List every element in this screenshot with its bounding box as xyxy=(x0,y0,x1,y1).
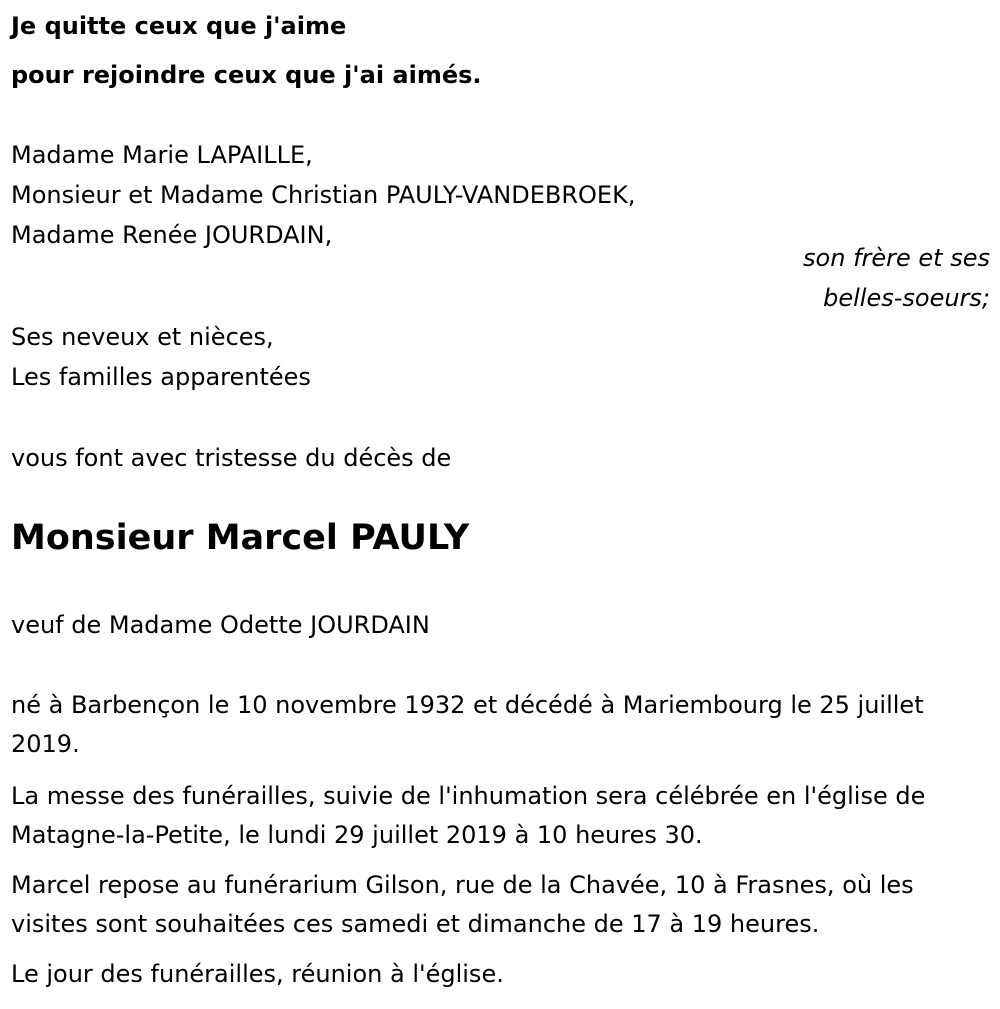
nephews-nieces: Ses neveux et nièces, xyxy=(11,323,274,351)
deceased-name: Monsieur Marcel PAULY xyxy=(11,518,470,558)
visitation-paragraph: Marcel repose au funérarium Gilson, rue de la Chavée, 10 à Frasnes, où les visites sont souhaitées ces samedi et dimanche de 17 à 19 heures. xyxy=(11,871,914,938)
related-families: Les familles apparentées xyxy=(11,363,311,391)
meeting-paragraph: Le jour des funérailles, réunion à l'église. xyxy=(11,960,504,988)
birth-death-paragraph: né à Barbençon le 10 novembre 1932 et décédé à Mariembourg le 25 juillet 2019. xyxy=(11,691,924,758)
family-member-3: Madame Renée JOURDAIN, xyxy=(11,221,333,249)
relation-line-2: belles-soeurs; xyxy=(823,284,990,312)
epigraph-line-1: Je quitte ceux que j'aime xyxy=(11,12,347,40)
relation-line-1: son frère et ses xyxy=(803,244,990,272)
family-member-1: Madame Marie LAPAILLE, xyxy=(11,141,313,169)
funeral-paragraph: La messe des funérailles, suivie de l'inhumation sera célébrée en l'église de Matagne-la-Petite, le lundi 29 juillet 2019 à 10 heures 30. xyxy=(11,782,926,849)
announcement-text: vous font avec tristesse du décès de xyxy=(11,444,452,472)
epigraph-line-2: pour rejoindre ceux que j'ai aimés. xyxy=(11,61,482,89)
family-member-2: Monsieur et Madame Christian PAULY-VANDEBROEK, xyxy=(11,181,636,209)
spouse-text: veuf de Madame Odette JOURDAIN xyxy=(11,611,430,639)
